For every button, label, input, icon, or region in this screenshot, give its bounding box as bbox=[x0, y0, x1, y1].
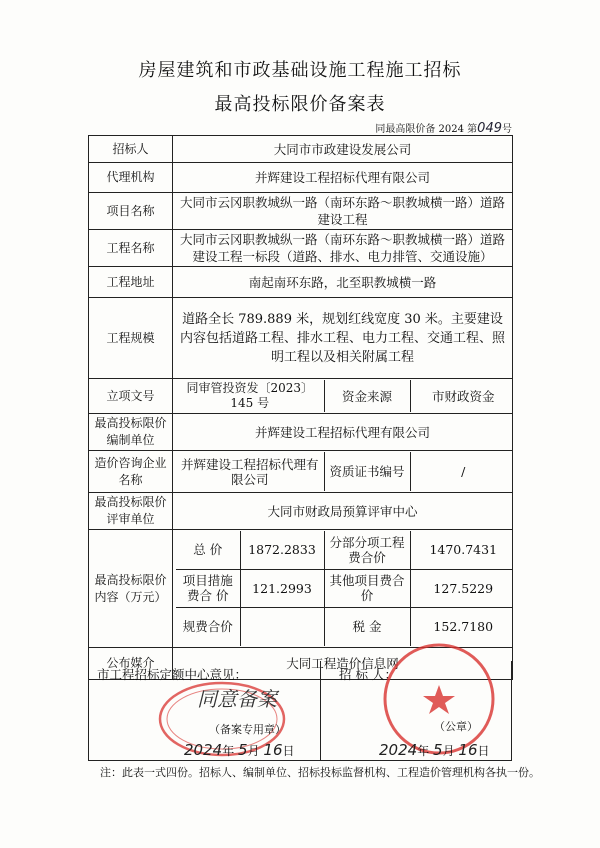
media-value: 大同工程造价信息网 bbox=[173, 648, 513, 680]
filing-seal-note: （备案专用章） bbox=[209, 723, 286, 736]
location-label: 工程地址 bbox=[89, 267, 173, 298]
scale-value: 道路全长 789.889 米，规划红线宽度 30 米。主要建设内容包括道路工程、排水工程、电力工程、交通工程、照明工程以及相关附属工程 bbox=[173, 298, 513, 379]
other-cost-label: 其他项目费合 价 bbox=[324, 569, 410, 607]
footnote: 注：此表一式四份。招标人、编制单位、招标投标监督机构、工程造价管理机构各执一份。 bbox=[100, 766, 540, 779]
compiler-label: 最高投标限价编制单位 bbox=[89, 414, 173, 451]
filing-table bbox=[88, 135, 513, 680]
engineering-name-value: 大同市云冈职教城纵一路（南环东路～职教城横一路）道路建设工程一标段（道路、排水、电力排管、交通设施） bbox=[173, 230, 513, 267]
consulting-cell bbox=[173, 451, 513, 493]
left-date bbox=[184, 741, 295, 759]
left-date-day-suffix: 日 bbox=[282, 744, 295, 758]
fee-value bbox=[240, 607, 324, 646]
tenderer-label: 招标人 bbox=[89, 136, 173, 163]
total-price-value: 1872.2833 bbox=[240, 531, 324, 569]
document-number bbox=[375, 120, 512, 136]
doc-number-value: 049 bbox=[477, 121, 502, 136]
approval-label: 立项文号 bbox=[89, 379, 173, 414]
approval-section bbox=[88, 661, 512, 761]
cert-label: 资质证书编号 bbox=[324, 452, 410, 491]
cert-value: / bbox=[410, 452, 513, 491]
fund-source-value: 市财政资金 bbox=[410, 380, 513, 412]
fund-source-label: 资金来源 bbox=[324, 380, 410, 412]
tax-label: 税 金 bbox=[324, 607, 410, 646]
price-label: 最高投标限价内容（万元） bbox=[89, 530, 173, 648]
measure-cost-value: 121.2993 bbox=[240, 569, 324, 607]
right-date-month-suffix: 月 bbox=[442, 744, 455, 758]
left-date-day: 16 bbox=[263, 741, 283, 759]
doc-number-prefix: 同最高限价备 2024 第 bbox=[375, 124, 478, 135]
other-cost-value: 127.5229 bbox=[410, 569, 513, 607]
left-date-month: 5 bbox=[238, 741, 248, 759]
right-date-year: 2024 bbox=[379, 741, 418, 759]
left-date-month-suffix: 月 bbox=[247, 744, 260, 758]
location-value: 南起南环东路，北至职教城横一路 bbox=[173, 267, 513, 298]
approval-handwriting: 同意备案 bbox=[197, 687, 277, 711]
total-price-label: 总 价 bbox=[176, 531, 240, 569]
left-date-year: 2024 bbox=[184, 741, 223, 759]
tenderer-value: 大同市市政建设发展公司 bbox=[173, 136, 513, 163]
reviewer-value: 大同市财政局预算评审中心 bbox=[173, 493, 513, 530]
reviewer-label: 最高投标限价评审单位 bbox=[89, 493, 173, 530]
document-title-line2: 最高投标限价备案表 bbox=[214, 94, 386, 115]
consulting-value: 并辉建设工程招标代理有限公司 bbox=[176, 452, 324, 491]
measure-cost-label: 项目措施费合 价 bbox=[176, 569, 240, 607]
fee-label: 规费合价 bbox=[176, 607, 240, 646]
sub-cost-label: 分部分项工程费合价 bbox=[324, 531, 410, 569]
compiler-value: 并辉建设工程招标代理有限公司 bbox=[173, 414, 513, 451]
right-date-year-suffix: 年 bbox=[417, 744, 430, 758]
approval-value: 同审管投资发〔2023〕145 号 bbox=[176, 380, 324, 412]
media-label: 公布媒介 bbox=[89, 648, 173, 680]
right-date-day: 16 bbox=[458, 741, 478, 759]
tenderer-sign-label: 招 标 人： bbox=[339, 667, 397, 682]
engineering-name-label: 工程名称 bbox=[89, 230, 173, 267]
agency-label: 代理机构 bbox=[89, 163, 173, 193]
scale-label: 工程规模 bbox=[89, 298, 173, 379]
right-date-day-suffix: 日 bbox=[477, 744, 490, 758]
left-date-year-suffix: 年 bbox=[222, 744, 235, 758]
project-name-label: 项目名称 bbox=[89, 193, 173, 230]
approval-cell bbox=[173, 379, 513, 414]
center-opinion-label: 市工程招标定额中心意见： bbox=[97, 667, 248, 682]
right-date-month: 5 bbox=[433, 741, 443, 759]
document-title-line1: 房屋建筑和市政基础设施工程施工招标 bbox=[138, 60, 462, 81]
sub-cost-value: 1470.7431 bbox=[410, 531, 513, 569]
project-name-value: 大同市云冈职教城纵一路（南环东路～职教城横一路）道路建设工程 bbox=[173, 193, 513, 230]
official-seal-note: （公章） bbox=[434, 720, 478, 733]
price-cell bbox=[173, 530, 513, 648]
tax-value: 152.7180 bbox=[410, 607, 513, 646]
agency-value: 并辉建设工程招标代理有限公司 bbox=[173, 163, 513, 193]
doc-number-suffix: 号 bbox=[502, 124, 512, 135]
consulting-label: 造价咨询企业名称 bbox=[89, 451, 173, 493]
section-divider bbox=[320, 661, 321, 760]
right-date bbox=[379, 741, 490, 759]
